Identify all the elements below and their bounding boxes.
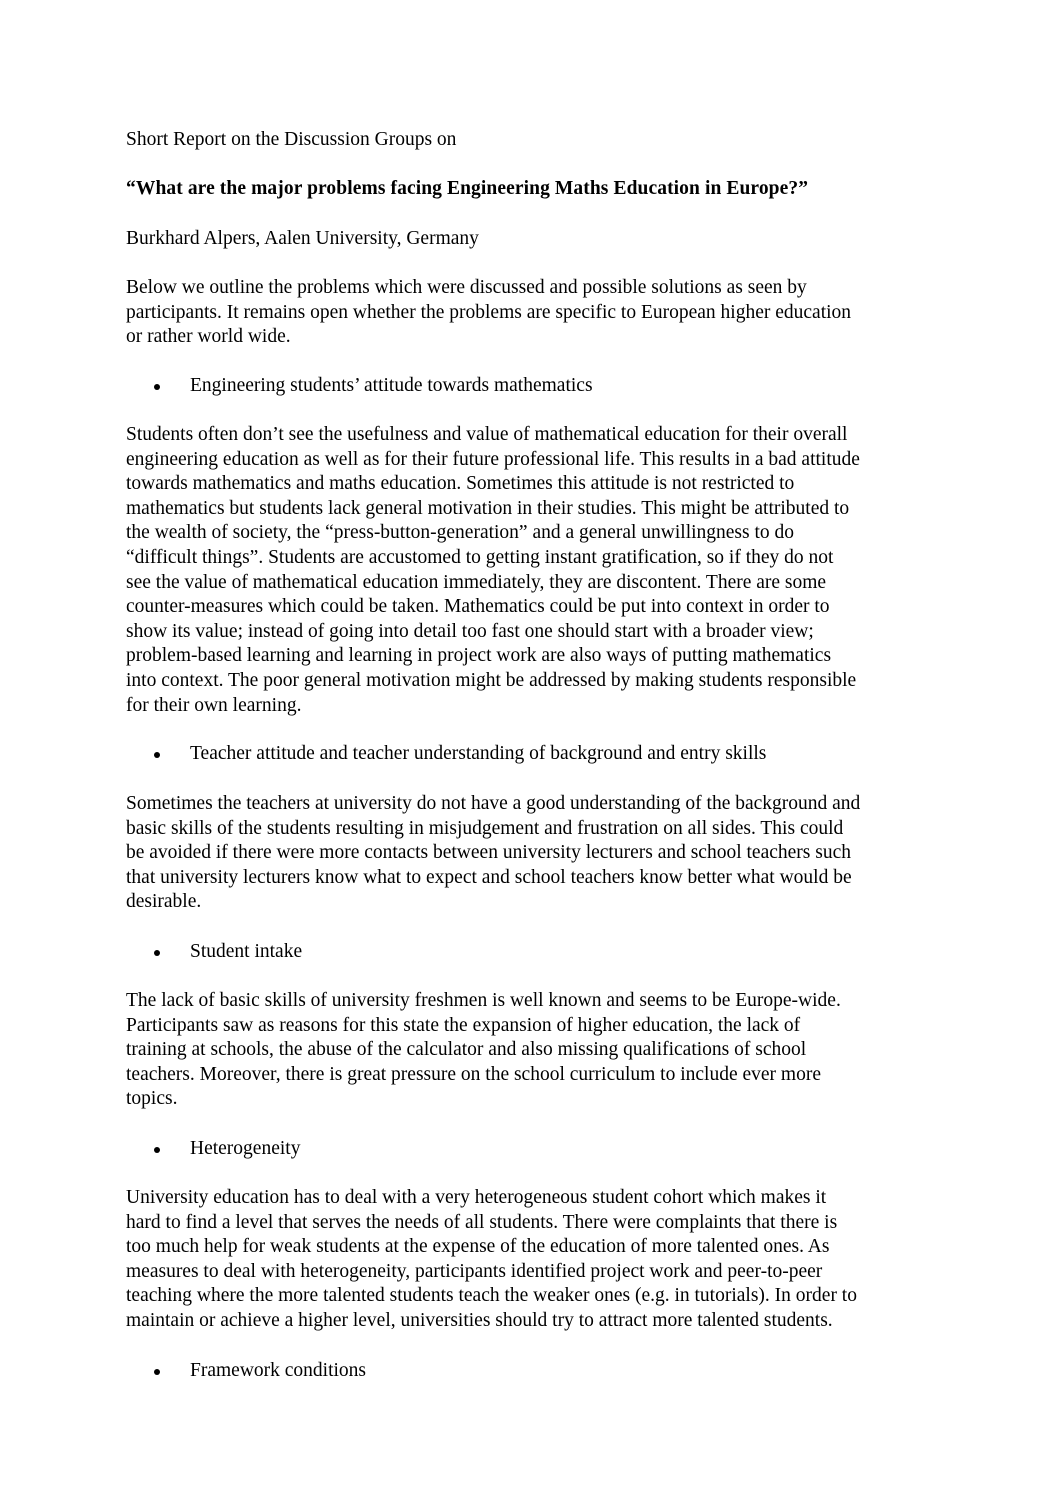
bullet-label: Engineering students’ attitude towards mathematics: [190, 375, 593, 396]
text-line: counter-measures which could be taken. Mathematics could be put into context in order to: [126, 596, 830, 618]
report-title: “What are the major problems facing Engineering Maths Education in Europe?”: [126, 178, 809, 199]
text-line: maintain or achieve a higher level, universities should try to attract more talented students.: [126, 1309, 833, 1331]
bullet-label: Student intake: [190, 941, 303, 962]
text-line: desirable.: [126, 891, 202, 913]
bullet-dot-icon: [154, 1369, 160, 1375]
text-line: “difficult things”. Students are accustomed to getting instant gratification, so if they do not: [126, 546, 834, 568]
text-line: that university lecturers know what to expect and school teachers know better what would be: [126, 866, 852, 888]
text-line: Below we outline the problems which were discussed and possible solutions as seen by: [126, 277, 807, 298]
intro-paragraph: [126, 276, 946, 350]
text-line: Students often don’t see the usefulness and value of mathematical education for their overall: [126, 424, 848, 445]
text-line: University education has to deal with a very heterogeneous student cohort which makes it: [126, 1187, 827, 1208]
text-line: mathematics but students lack general motivation in their studies. This might be attributed to: [126, 497, 850, 519]
text-line: participants. It remains open whether the problems are specific to European higher education: [126, 301, 852, 323]
bullet-label: Framework conditions: [190, 1360, 367, 1381]
text-line: or rather world wide.: [126, 326, 291, 348]
text-line: basic skills of the students resulting in misjudgement and frustration on all sides. This could: [126, 817, 844, 839]
text-line: Sometimes the teachers at university do not have a good understanding of the background and: [126, 793, 861, 814]
text-line: towards mathematics and maths education. Sometimes this attitude is not restricted to: [126, 473, 795, 495]
bullet-label: Heterogeneity: [190, 1138, 301, 1159]
bullet-dot-icon: [154, 752, 160, 758]
text-line: show its value; instead of going into detail too fast one should start with a broader view;: [126, 620, 814, 642]
bullet-dot-icon: [154, 384, 160, 390]
bullet-label: Teacher attitude and teacher understanding of background and entry skills: [190, 743, 767, 764]
text-line: measures to deal with heterogeneity, participants identified project work and peer-to-peer: [126, 1260, 823, 1282]
text-line: teachers. Moreover, there is great pressure on the school curriculum to include ever more: [126, 1063, 821, 1085]
text-line: see the value of mathematical education immediately, they are discontent. There are some: [126, 571, 827, 593]
section-paragraph: [126, 792, 946, 915]
text-line: topics.: [126, 1088, 178, 1110]
text-line: for their own learning.: [126, 694, 302, 716]
text-line: engineering education as well as for their future professional life. This results in a bad attitude: [126, 448, 860, 470]
text-line: problem-based learning and learning in project work are also ways of putting mathematics: [126, 645, 832, 667]
text-line: into context. The poor general motivation might be addressed by making students responsible: [126, 669, 857, 691]
text-line: The lack of basic skills of university freshmen is well known and seems to be Europe-wide.: [126, 990, 841, 1011]
text-line: teaching where the more talented students teach the weaker ones (e.g. in tutorials). In order to: [126, 1285, 857, 1307]
text-line: the wealth of society, the “press-button-generation” and a general unwillingness to do: [126, 522, 795, 544]
section-paragraph: [126, 1186, 946, 1334]
bullet-dot-icon: [154, 950, 160, 956]
report-author: Burkhard Alpers, Aalen University, Germany: [126, 228, 479, 249]
text-line: training at schools, the abuse of the calculator and also missing qualifications of school: [126, 1039, 807, 1061]
text-line: Participants saw as reasons for this state the expansion of higher education, the lack of: [126, 1014, 801, 1036]
text-line: be avoided if there were more contacts between university lecturers and school teachers such: [126, 842, 851, 864]
report-heading: Short Report on the Discussion Groups on: [126, 129, 457, 150]
bullet-dot-icon: [154, 1147, 160, 1153]
text-line: too much help for weak students at the expense of the education of more talented ones. As: [126, 1236, 830, 1258]
section-paragraph: [126, 423, 946, 718]
text-line: hard to find a level that serves the needs of all students. There were complaints that there is: [126, 1211, 838, 1233]
section-paragraph: [126, 989, 946, 1112]
